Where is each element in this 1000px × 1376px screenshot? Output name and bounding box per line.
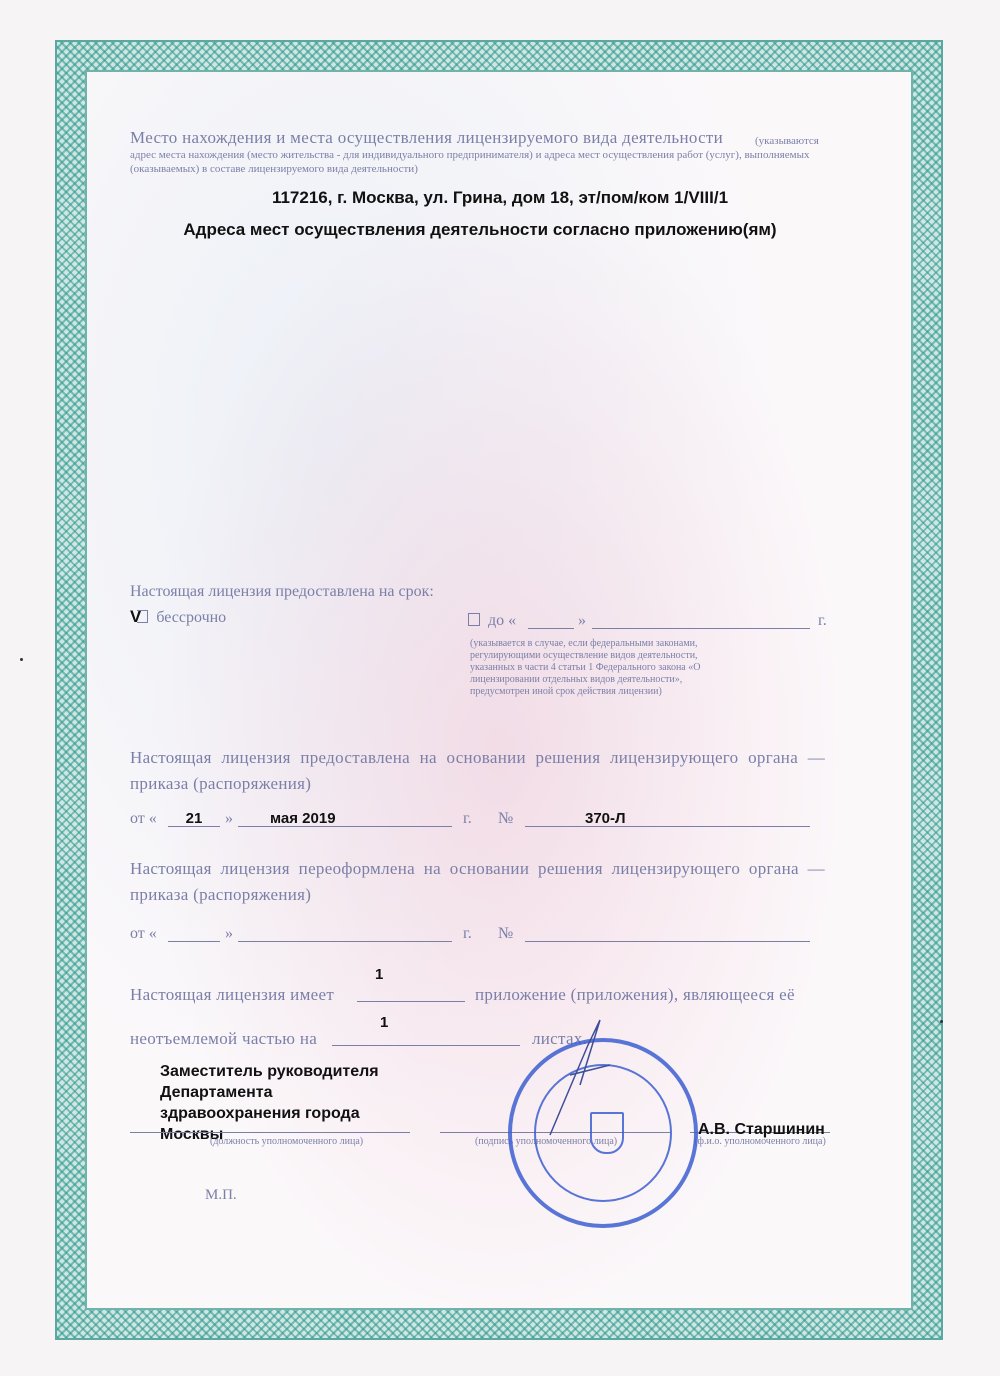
signatory-position-line2: Департамента (160, 1084, 273, 1101)
location-note: (указываются адрес места нахождения (место жительства - для индивидуального предпринимателя) и адреса мест осуществления работ (услуг), выполняемых (оказываемых) в составе лицензируемого вида деятельности) (130, 135, 819, 175)
term-day-line (528, 628, 574, 629)
license-address: 117216, г. Москва, ул. Грина, дом 18, эт/пом/ком 1/VIII/1 (271, 188, 729, 207)
reissued-from-label: от « (130, 925, 157, 942)
reissued-day-line (168, 941, 220, 942)
granted-close-quote: » (225, 810, 233, 827)
term-until-prefix: до « (488, 612, 517, 629)
position-line (130, 1132, 410, 1133)
appendix-sheets-line (332, 1045, 520, 1046)
location-heading: Место нахождения и места осуществления лицензируемого вида деятельности (130, 128, 724, 147)
checkbox-icon (468, 613, 480, 626)
term-indefinite-option (130, 607, 226, 627)
reissued-month-line (238, 941, 452, 942)
granted-heading: Настоящая лицензия предоставлена на основании решения лицензирующего органа — приказа (распоряжения) (130, 748, 825, 793)
scan-dot (940, 1020, 943, 1023)
appendix-text-after: приложение (приложения), являющееся её (475, 985, 795, 1004)
reissued-heading: Настоящая лицензия переоформлена на основании решения лицензирующего органа — приказа (распоряжения) (130, 859, 825, 904)
checkbox-icon (137, 610, 148, 623)
granted-from-label: от « (130, 810, 157, 827)
reissued-number-line (525, 941, 810, 942)
term-note: (указывается в случае, если федеральными законами, регулирующими осуществление видов деятельности, указанных в части 4 статьи 1 Федерального закона «О лицензировании отдельных видов деятельности», предусмотрен иной срок действия лицензии) (470, 638, 701, 697)
appendix-text-before: Настоящая лицензия имеет (130, 985, 335, 1004)
appendix-count: 1 (375, 966, 384, 983)
check-mark-icon: V (130, 607, 142, 626)
signatory-position-line4: Москвы (160, 1126, 224, 1143)
activity-places: Адреса мест осуществления деятельности согласно приложению(ям) (183, 220, 777, 239)
signature-scribble (540, 1005, 630, 1145)
appendix-count-line (357, 1001, 465, 1002)
appendix-sheets: 1 (380, 1014, 389, 1031)
reissued-year-suffix: г. (463, 925, 472, 942)
reissued-number-label: № (498, 925, 514, 942)
signatory-name: А.В. Старшинин (698, 1121, 825, 1138)
granted-year-suffix: г. (463, 810, 472, 827)
name-caption: (ф.и.о. уполномоченного лица) (694, 1136, 826, 1147)
term-indefinite-label: бессрочно (156, 609, 227, 626)
granted-number-line (525, 826, 810, 827)
appendix-text2-after: листах. (532, 1029, 588, 1048)
signatory-position-line1: Заместитель руководителя (160, 1063, 379, 1080)
signature-caption: (подпись уполномоченного лица) (475, 1136, 618, 1147)
term-until-option (468, 612, 516, 630)
granted-number-label: № (498, 810, 514, 827)
term-year-suffix: г. (818, 612, 827, 629)
scan-dot (20, 658, 23, 661)
appendix-text2-before: неотъемлемой частью на (130, 1029, 318, 1048)
granted-month-year: мая 2019 (270, 810, 336, 827)
signatory-position-line3: здравоохранения города (160, 1105, 360, 1122)
reissued-close-quote: » (225, 925, 233, 942)
term-until-quote: » (578, 612, 586, 629)
stamp-label: М.П. (205, 1187, 237, 1203)
term-heading: Настоящая лицензия предоставлена на срок: (130, 583, 434, 600)
granted-number: 370-Л (585, 810, 626, 827)
granted-day: 21 (185, 810, 203, 827)
position-caption: (должность уполномоченного лица) (210, 1136, 364, 1147)
term-date-line (592, 628, 810, 629)
